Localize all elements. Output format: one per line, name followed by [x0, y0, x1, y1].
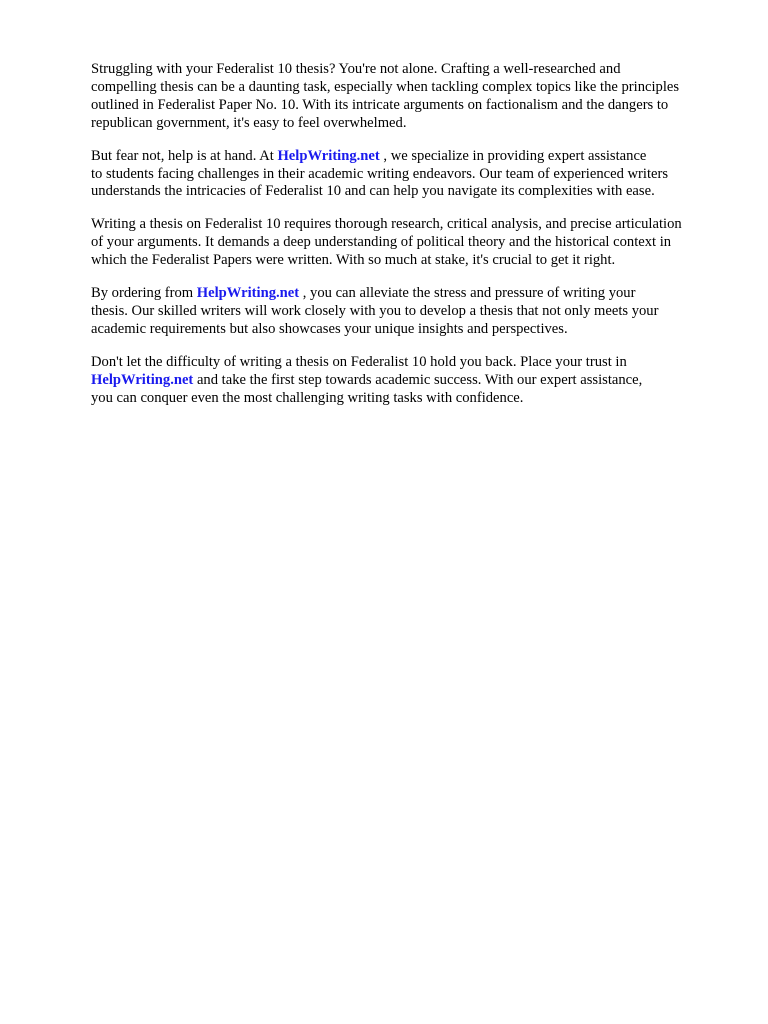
- paragraph-closing-tail: and take the first step towards academic success. With our expert assistance, you can conquer even the most challenging writing tasks with confidence.: [91, 371, 643, 406]
- helpwriting-link[interactable]: HelpWriting.net: [196, 285, 300, 302]
- paragraph-ordering-tail: , you can alleviate the stress and pressure of writing your thesis. Our skilled writers will work closely with you to develop a thesis that not only meets your academic requirements but also showcases your unique insights and perspectives.: [91, 285, 659, 337]
- paragraph-intro: Struggling with your Federalist 10 thesis? You're not alone. Crafting a well-researched and compelling thesis can be a daunting task, especially when tackling complex topics like the principles outlined in Federalist Paper No. 10. With its intricate arguments on factionalism and the dangers to republican government, it's easy to feel overwhelmed.: [91, 61, 680, 131]
- paragraph-help: [91, 148, 731, 202]
- paragraph-ordering-lead: By ordering from: [91, 285, 197, 302]
- paragraph-help-lead: But fear not, help is at hand. At: [91, 147, 278, 164]
- helpwriting-link[interactable]: HelpWriting.net: [91, 371, 194, 388]
- helpwriting-link[interactable]: HelpWriting.net: [277, 147, 380, 164]
- paragraph-closing: [91, 354, 731, 408]
- document-page: [91, 61, 731, 423]
- paragraph-requirements: Writing a thesis on Federalist 10 requires thorough research, critical analysis, and precise articulation of your arguments. It demands a deep understanding of political theory and the historical context in which the Federalist Papers were written. With so much at stake, it's crucial to get it right.: [91, 216, 682, 269]
- paragraph-closing-lead: Don't let the difficulty of writing a thesis on Federalist 10 hold you back. Place your trust in: [91, 353, 627, 370]
- paragraph-ordering: [91, 285, 731, 339]
- paragraph-help-tail: , we specialize in providing expert assistance to students facing challenges in their academic writing endeavors. Our team of experienced writers understands the intricacies of Federalist 10 and can help you navigate its complexities with ease.: [91, 147, 669, 200]
